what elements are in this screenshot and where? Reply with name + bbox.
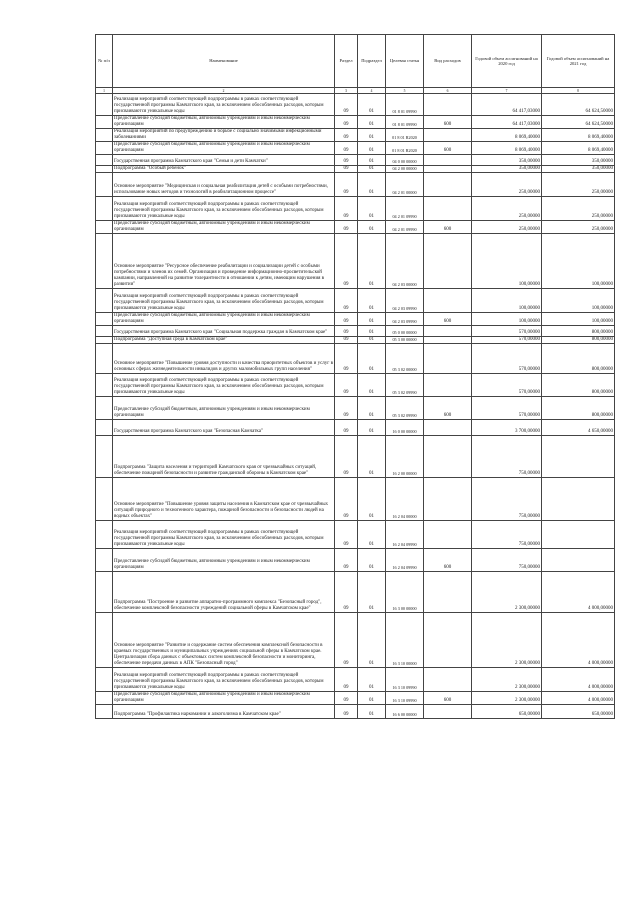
row-razdel-cell: 09 xyxy=(335,337,358,344)
row-target-article-cell: 04 2 00 00000 xyxy=(386,166,424,173)
row-name-cell: Основное мероприятие "Медицинская и социальная реабилитация детей с особыми потребностями, использование новых методов и технологий в реабилитационном процессе" xyxy=(113,173,335,197)
table-body xyxy=(96,94,615,719)
row-number-cell xyxy=(96,142,113,155)
row-target-article-cell: 05 3 00 00000 xyxy=(386,337,424,344)
row-amount-2021-cell xyxy=(542,436,615,478)
row-amount-2021-cell: 4 000,00000 xyxy=(542,572,615,613)
row-name-cell: Основное мероприятие "Ресурсное обеспечение реабилитации и социализации детей с особыми потребностями и членов их семей. Организация и проведение информационно-просветительской кампании, направленной на развитие толерантности в отношении к детям, имеющим нарушения в развитии" xyxy=(113,234,335,289)
row-number-cell xyxy=(96,94,113,116)
row-expense-type-cell: 600 xyxy=(424,397,472,420)
table-row xyxy=(96,668,615,692)
row-expense-type-cell xyxy=(424,94,472,116)
row-target-article-cell: 04 2 01 09990 xyxy=(386,197,424,221)
row-expense-type-cell xyxy=(424,344,472,374)
row-razdel-cell: 09 xyxy=(335,397,358,420)
row-podrazdel-cell: 01 xyxy=(358,436,386,478)
row-podrazdel-cell: 01 xyxy=(358,166,386,173)
column-number: 4 xyxy=(358,88,386,94)
row-razdel-cell: 09 xyxy=(335,374,358,397)
row-razdel-cell: 09 xyxy=(335,116,358,129)
table-row xyxy=(96,166,615,173)
row-amount-2020-cell: 2 300,00000 xyxy=(472,572,542,613)
row-amount-2020-cell: 570,00000 xyxy=(472,374,542,397)
table-row xyxy=(96,326,615,337)
row-expense-type-cell xyxy=(424,478,472,521)
row-expense-type-cell: 600 xyxy=(424,313,472,326)
row-podrazdel-cell: 01 xyxy=(358,221,386,234)
row-amount-2020-cell: 650,00000 xyxy=(472,705,542,719)
row-amount-2021-cell: 4 650,00000 xyxy=(542,420,615,436)
row-amount-2020-cell: 64 417,03000 xyxy=(472,116,542,129)
table-row xyxy=(96,397,615,420)
header-cell-target-article: Целевая статья xyxy=(386,35,424,88)
row-number-cell xyxy=(96,344,113,374)
row-number-cell xyxy=(96,420,113,436)
row-amount-2021-cell xyxy=(542,549,615,572)
table-row xyxy=(96,420,615,436)
row-name-cell: Реализация мероприятий по предупреждению и борьбе с социально значимыми инфекционными заболеваниями xyxy=(113,129,335,142)
row-expense-type-cell xyxy=(424,166,472,173)
row-razdel-cell: 09 xyxy=(335,521,358,549)
row-podrazdel-cell: 01 xyxy=(358,397,386,420)
row-podrazdel-cell: 01 xyxy=(358,420,386,436)
table-row xyxy=(96,705,615,719)
budget-table xyxy=(95,34,615,719)
row-podrazdel-cell: 01 xyxy=(358,94,386,116)
row-razdel-cell: 09 xyxy=(335,668,358,692)
budget-table-sheet xyxy=(95,34,614,719)
row-amount-2020-cell: 350,00000 xyxy=(472,166,542,173)
row-razdel-cell: 09 xyxy=(335,692,358,705)
row-razdel-cell: 09 xyxy=(335,613,358,668)
row-amount-2021-cell: 4 000,00000 xyxy=(542,692,615,705)
row-podrazdel-cell: 01 xyxy=(358,234,386,289)
row-expense-type-cell xyxy=(424,197,472,221)
column-number: 3 xyxy=(335,88,358,94)
row-expense-type-cell xyxy=(424,436,472,478)
row-number-cell xyxy=(96,613,113,668)
column-number: 6 xyxy=(424,88,472,94)
row-razdel-cell: 09 xyxy=(335,155,358,166)
row-expense-type-cell xyxy=(424,155,472,166)
row-target-article-cell: 01 8 01 09990 xyxy=(386,94,424,116)
row-amount-2020-cell: 8 069,40000 xyxy=(472,129,542,142)
row-amount-2020-cell: 100,00000 xyxy=(472,289,542,313)
row-number-cell xyxy=(96,197,113,221)
row-razdel-cell: 09 xyxy=(335,221,358,234)
row-number-cell xyxy=(96,705,113,719)
row-amount-2021-cell: 4 000,00000 xyxy=(542,668,615,692)
row-number-cell xyxy=(96,326,113,337)
row-number-cell xyxy=(96,478,113,521)
header-cell-razdel: Раздел xyxy=(335,35,358,88)
row-amount-2020-cell: 750,00000 xyxy=(472,436,542,478)
row-number-cell xyxy=(96,313,113,326)
row-razdel-cell: 09 xyxy=(335,289,358,313)
row-name-cell: Подпрограмма "Доступная среда в Камчатском крае" xyxy=(113,337,335,344)
row-target-article-cell: 01 8 01 09990 xyxy=(386,116,424,129)
table-row xyxy=(96,337,615,344)
row-amount-2020-cell: 64 417,03000 xyxy=(472,94,542,116)
row-amount-2020-cell: 570,00000 xyxy=(472,344,542,374)
row-amount-2021-cell: 250,00000 xyxy=(542,197,615,221)
row-razdel-cell: 09 xyxy=(335,234,358,289)
row-name-cell: Реализация мероприятий соответствующей подпрограммы в рамках соответствующей государственной программы Камчатского края, за исключением обособленных расходов, которым присваиваются уникальные коды xyxy=(113,289,335,313)
row-expense-type-cell xyxy=(424,668,472,692)
row-target-article-cell: 05 0 00 00000 xyxy=(386,326,424,337)
row-podrazdel-cell: 01 xyxy=(358,344,386,374)
row-number-cell xyxy=(96,129,113,142)
table-row xyxy=(96,221,615,234)
row-expense-type-cell: 600 xyxy=(424,692,472,705)
row-razdel-cell: 09 xyxy=(335,572,358,613)
row-name-cell: Подпрограмма "Построение и развитие аппаратно-программного комплекса "Безопасный город", обеспечение комплексной безопасности учреждений социальной сферы в Камчатском крае" xyxy=(113,572,335,613)
row-razdel-cell: 09 xyxy=(335,94,358,116)
table-row xyxy=(96,344,615,374)
row-podrazdel-cell: 01 xyxy=(358,337,386,344)
row-amount-2020-cell: 8 069,40000 xyxy=(472,142,542,155)
row-number-cell xyxy=(96,436,113,478)
row-target-article-cell: 16 3 00 00000 xyxy=(386,572,424,613)
row-amount-2020-cell: 570,00000 xyxy=(472,397,542,420)
row-target-article-cell: 04 2 03 00000 xyxy=(386,234,424,289)
row-amount-2020-cell: 750,00000 xyxy=(472,521,542,549)
row-expense-type-cell: 600 xyxy=(424,116,472,129)
table-row xyxy=(96,116,615,129)
row-amount-2020-cell: 2 300,00000 xyxy=(472,668,542,692)
column-number: 2 xyxy=(113,88,335,94)
row-name-cell: Подпрограмма "Защита населения и территорий Камчатского края от чрезвычайных ситуаций, обеспечение пожарной безопасности и развитие гражданской обороны в Камчатском крае" xyxy=(113,436,335,478)
row-number-cell xyxy=(96,234,113,289)
row-podrazdel-cell: 01 xyxy=(358,173,386,197)
row-target-article-cell: 16 0 00 00000 xyxy=(386,420,424,436)
table-row xyxy=(96,289,615,313)
row-expense-type-cell xyxy=(424,420,472,436)
table-row xyxy=(96,155,615,166)
header-cell-number: № п/п xyxy=(96,35,113,88)
row-expense-type-cell xyxy=(424,173,472,197)
row-amount-2020-cell: 250,00000 xyxy=(472,173,542,197)
row-name-cell: Реализация мероприятий соответствующей подпрограммы в рамках соответствующей государственной программы Камчатского края, за исключением обособленных расходов, которым присваиваются уникальные коды xyxy=(113,521,335,549)
row-number-cell xyxy=(96,166,113,173)
row-target-article-cell: 16 3 10 00000 xyxy=(386,613,424,668)
row-expense-type-cell xyxy=(424,289,472,313)
row-expense-type-cell xyxy=(424,572,472,613)
row-amount-2020-cell: 750,00000 xyxy=(472,549,542,572)
row-podrazdel-cell: 01 xyxy=(358,197,386,221)
row-target-article-cell: 04 2 03 09990 xyxy=(386,289,424,313)
row-podrazdel-cell: 01 xyxy=(358,374,386,397)
row-amount-2021-cell: 800,00000 xyxy=(542,326,615,337)
row-number-cell xyxy=(96,221,113,234)
row-amount-2020-cell: 570,00000 xyxy=(472,326,542,337)
row-name-cell: Предоставление субсидий бюджетным, автономным учреждениям и иным некоммерческим организациям xyxy=(113,692,335,705)
row-razdel-cell: 09 xyxy=(335,313,358,326)
column-number: 1 xyxy=(96,88,113,94)
row-expense-type-cell xyxy=(424,129,472,142)
row-podrazdel-cell: 01 xyxy=(358,313,386,326)
row-amount-2020-cell: 2 300,00000 xyxy=(472,613,542,668)
table-row xyxy=(96,197,615,221)
table-row xyxy=(96,142,615,155)
table-row xyxy=(96,436,615,478)
table-row xyxy=(96,313,615,326)
row-expense-type-cell xyxy=(424,521,472,549)
column-number: 5 xyxy=(386,88,424,94)
row-amount-2021-cell xyxy=(542,478,615,521)
row-name-cell: Предоставление субсидий бюджетным, автономным учреждениям и иным некоммерческим организациям xyxy=(113,116,335,129)
row-amount-2021-cell: 800,00000 xyxy=(542,344,615,374)
row-expense-type-cell: 600 xyxy=(424,142,472,155)
row-target-article-cell: 16 2 00 00000 xyxy=(386,436,424,478)
table-row xyxy=(96,692,615,705)
row-target-article-cell: 16 3 10 09990 xyxy=(386,668,424,692)
row-razdel-cell: 09 xyxy=(335,420,358,436)
row-razdel-cell: 09 xyxy=(335,142,358,155)
row-podrazdel-cell: 01 xyxy=(358,116,386,129)
row-amount-2021-cell: 800,00000 xyxy=(542,397,615,420)
row-number-cell xyxy=(96,572,113,613)
row-razdel-cell: 09 xyxy=(335,344,358,374)
row-amount-2020-cell: 250,00000 xyxy=(472,221,542,234)
row-podrazdel-cell: 01 xyxy=(358,549,386,572)
row-expense-type-cell xyxy=(424,705,472,719)
row-name-cell: Предоставление субсидий бюджетным, автономным учреждениям и иным некоммерческим организациям xyxy=(113,142,335,155)
row-razdel-cell: 09 xyxy=(335,166,358,173)
row-expense-type-cell: 600 xyxy=(424,221,472,234)
table-row xyxy=(96,478,615,521)
table-row xyxy=(96,129,615,142)
table-row xyxy=(96,613,615,668)
row-podrazdel-cell: 01 xyxy=(358,572,386,613)
row-podrazdel-cell: 01 xyxy=(358,289,386,313)
row-name-cell: Реализация мероприятий соответствующей подпрограммы в рамках соответствующей государственной программы Камчатского края, за исключением обособленных расходов, которым присваиваются уникальные коды xyxy=(113,94,335,116)
table-row xyxy=(96,572,615,613)
row-target-article-cell: 04 2 01 00000 xyxy=(386,173,424,197)
row-number-cell xyxy=(96,692,113,705)
row-target-article-cell: 01 8 01 R2020 xyxy=(386,142,424,155)
row-name-cell: Предоставление субсидий бюджетным, автономным учреждениям и иным некоммерческим организациям xyxy=(113,397,335,420)
column-number: 8 xyxy=(542,88,615,94)
row-amount-2021-cell: 350,00000 xyxy=(542,155,615,166)
row-amount-2020-cell: 100,00000 xyxy=(472,313,542,326)
row-amount-2021-cell: 100,00000 xyxy=(542,234,615,289)
row-target-article-cell: 01 8 01 R2020 xyxy=(386,129,424,142)
row-number-cell xyxy=(96,116,113,129)
row-number-cell xyxy=(96,549,113,572)
row-expense-type-cell xyxy=(424,374,472,397)
row-podrazdel-cell: 01 xyxy=(358,155,386,166)
header-row xyxy=(96,35,615,88)
row-number-cell xyxy=(96,173,113,197)
row-target-article-cell: 04 2 01 09990 xyxy=(386,221,424,234)
row-number-cell xyxy=(96,397,113,420)
row-amount-2020-cell: 750,00000 xyxy=(472,478,542,521)
row-name-cell: Основное мероприятие "Повышение уровня защиты населения в Камчатском крае от чрезвычайных ситуаций природного и техногенного характера, пожарной безопасности и безопасности людей на водных объектах" xyxy=(113,478,335,521)
row-target-article-cell: 16 3 10 09990 xyxy=(386,692,424,705)
header-cell-podrazdel: Подраздел xyxy=(358,35,386,88)
row-amount-2020-cell: 250,00000 xyxy=(472,197,542,221)
row-target-article-cell: 05 3 02 09990 xyxy=(386,397,424,420)
row-name-cell: Предоставление субсидий бюджетным, автономным учреждениям и иным некоммерческим организациям xyxy=(113,549,335,572)
row-podrazdel-cell: 01 xyxy=(358,705,386,719)
row-podrazdel-cell: 01 xyxy=(358,129,386,142)
row-amount-2021-cell: 8 069,40000 xyxy=(542,129,615,142)
row-amount-2021-cell: 650,00000 xyxy=(542,705,615,719)
row-amount-2020-cell: 100,00000 xyxy=(472,234,542,289)
row-name-cell: Государственная программа Камчатского края "Безопасная Камчатка" xyxy=(113,420,335,436)
row-razdel-cell: 09 xyxy=(335,326,358,337)
row-podrazdel-cell: 01 xyxy=(358,326,386,337)
row-name-cell: Основное мероприятие "Повышение уровня доступности и качества приоритетных объектов и услуг в основных сферах жизнедеятельности инвалидов и других маломобильных групп населения" xyxy=(113,344,335,374)
row-amount-2021-cell: 800,00000 xyxy=(542,337,615,344)
row-amount-2020-cell: 2 300,00000 xyxy=(472,692,542,705)
row-amount-2021-cell: 250,00000 xyxy=(542,173,615,197)
row-amount-2021-cell: 4 000,00000 xyxy=(542,613,615,668)
row-amount-2021-cell: 350,00000 xyxy=(542,166,615,173)
table-row xyxy=(96,94,615,116)
row-razdel-cell: 09 xyxy=(335,129,358,142)
row-amount-2021-cell xyxy=(542,521,615,549)
row-name-cell: Подпрограмма "Особый ребенок" xyxy=(113,166,335,173)
row-amount-2020-cell: 570,00000 xyxy=(472,337,542,344)
row-razdel-cell: 09 xyxy=(335,705,358,719)
table-row xyxy=(96,234,615,289)
row-name-cell: Предоставление субсидий бюджетным, автономным учреждениям и иным некоммерческим организациям xyxy=(113,313,335,326)
row-amount-2021-cell: 64 624,50000 xyxy=(542,94,615,116)
row-razdel-cell: 09 xyxy=(335,436,358,478)
row-number-cell xyxy=(96,155,113,166)
row-razdel-cell: 09 xyxy=(335,478,358,521)
row-target-article-cell: 04 0 00 00000 xyxy=(386,155,424,166)
row-number-cell xyxy=(96,289,113,313)
row-expense-type-cell xyxy=(424,234,472,289)
table-row xyxy=(96,374,615,397)
row-target-article-cell: 16 6 00 00000 xyxy=(386,705,424,719)
table-row xyxy=(96,173,615,197)
row-name-cell: Государственная программа Камчатского края "Социальная поддержка граждан в Камчатском крае" xyxy=(113,326,335,337)
row-number-cell xyxy=(96,374,113,397)
row-number-cell xyxy=(96,521,113,549)
row-name-cell: Предоставление субсидий бюджетным, автономным учреждениям и иным некоммерческим организациям xyxy=(113,221,335,234)
row-podrazdel-cell: 01 xyxy=(358,613,386,668)
row-name-cell: Реализация мероприятий соответствующей подпрограммы в рамках соответствующей государственной программы Камчатского края, за исключением обособленных расходов, которым присваиваются уникальные коды xyxy=(113,374,335,397)
row-name-cell: Реализация мероприятий соответствующей подпрограммы в рамках соответствующей государственной программы Камчатского края, за исключением обособленных расходов, которым присваиваются уникальные коды xyxy=(113,668,335,692)
header-cell-amount-2021: Годовой объем ассигнований на 2021 год xyxy=(542,35,615,88)
row-number-cell xyxy=(96,668,113,692)
row-name-cell: Реализация мероприятий соответствующей подпрограммы в рамках соответствующей государственной программы Камчатского края, за исключением обособленных расходов, которым присваиваются уникальные коды xyxy=(113,197,335,221)
row-name-cell: Подпрограмма "Профилактика наркомании и алкоголизма в Камчатском крае" xyxy=(113,705,335,719)
row-razdel-cell: 09 xyxy=(335,549,358,572)
row-target-article-cell: 16 2 04 09990 xyxy=(386,549,424,572)
row-target-article-cell: 16 2 04 00000 xyxy=(386,478,424,521)
row-podrazdel-cell: 01 xyxy=(358,668,386,692)
column-number: 7 xyxy=(472,88,542,94)
row-podrazdel-cell: 01 xyxy=(358,521,386,549)
row-target-article-cell: 04 2 03 09990 xyxy=(386,313,424,326)
row-podrazdel-cell: 01 xyxy=(358,692,386,705)
row-amount-2020-cell: 3 700,00000 xyxy=(472,420,542,436)
row-amount-2021-cell: 100,00000 xyxy=(542,313,615,326)
header-cell-expense-type: Вид расходов xyxy=(424,35,472,88)
row-amount-2021-cell: 64 624,50000 xyxy=(542,116,615,129)
table-row xyxy=(96,521,615,549)
row-amount-2021-cell: 100,00000 xyxy=(542,289,615,313)
row-amount-2021-cell: 250,00000 xyxy=(542,221,615,234)
row-razdel-cell: 09 xyxy=(335,173,358,197)
row-name-cell: Государственная программа Камчатского края "Семья и дети Камчатки" xyxy=(113,155,335,166)
row-razdel-cell: 09 xyxy=(335,197,358,221)
header-cell-amount-2020: Годовой объем ассигнований на 2020 год xyxy=(472,35,542,88)
row-target-article-cell: 05 3 02 00000 xyxy=(386,344,424,374)
row-name-cell: Основное мероприятие "Развитие и содержание систем обеспечения комплексной безопасности в краевых государственных и муниципальных учреждениях социальной сферы в Камчатском крае. Централизация сбора данных с объектовых систем комплексной безопасности и мониторинга, обеспечение передачи данных в АПК "Безопасный город" xyxy=(113,613,335,668)
row-amount-2020-cell: 350,00000 xyxy=(472,155,542,166)
header-cell-name: Наименование xyxy=(113,35,335,88)
row-podrazdel-cell: 01 xyxy=(358,478,386,521)
row-target-article-cell: 05 3 02 09990 xyxy=(386,374,424,397)
row-expense-type-cell: 600 xyxy=(424,549,472,572)
row-amount-2021-cell: 800,00000 xyxy=(542,374,615,397)
row-amount-2021-cell: 8 069,40000 xyxy=(542,142,615,155)
row-number-cell xyxy=(96,337,113,344)
row-expense-type-cell xyxy=(424,337,472,344)
row-target-article-cell: 16 2 04 09990 xyxy=(386,521,424,549)
row-expense-type-cell xyxy=(424,326,472,337)
row-podrazdel-cell: 01 xyxy=(358,142,386,155)
row-expense-type-cell xyxy=(424,613,472,668)
table-row xyxy=(96,549,615,572)
